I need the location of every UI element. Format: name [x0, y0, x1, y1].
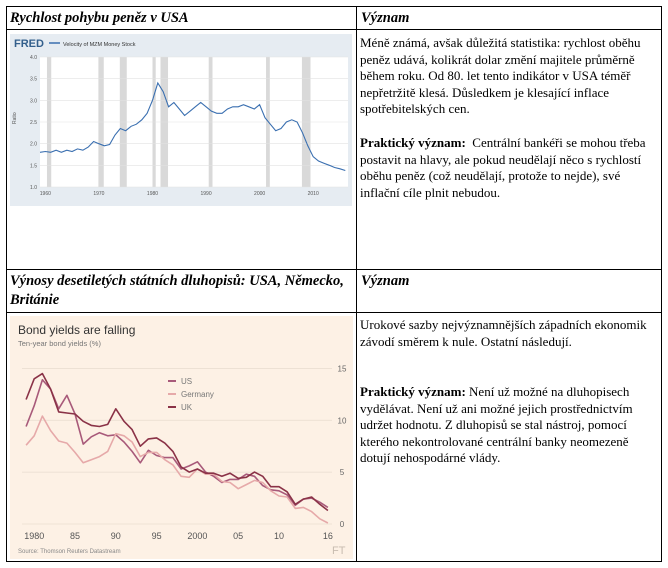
- fred-x-tick-label: 2000: [254, 191, 266, 197]
- row-divider: [7, 269, 661, 270]
- ft-chart-title: Bond yields are falling: [18, 323, 136, 337]
- ft-x-tick-label: 16: [322, 531, 333, 541]
- ft-y-tick-label: 5: [339, 468, 345, 478]
- table: [6, 6, 662, 562]
- fred-chart-svg: [10, 34, 352, 206]
- row-divider: [7, 312, 661, 313]
- fred-legend-label: Velocity of MZM Money Stock: [63, 42, 136, 48]
- fred-chart: [10, 34, 352, 211]
- velocity-practical-label: Praktický význam:: [360, 135, 466, 150]
- fred-y-tick-label: 4.0: [30, 55, 37, 61]
- velocity-practical: [360, 135, 658, 201]
- ft-chart: [10, 316, 353, 564]
- fred-y-tick-label: 1.5: [30, 163, 37, 170]
- header-velocity: Rychlost pohybu peněz v USA: [10, 10, 189, 26]
- bonds-description: Urokové sazby nejvýznamnějších západních ekonomik závodí směrem k nule. Ostatní následují.: [360, 317, 647, 349]
- ft-x-tick-label: 10: [273, 531, 284, 541]
- ft-chart-svg: [10, 316, 353, 559]
- ft-x-tick-label: 90: [110, 531, 121, 541]
- fred-x-tick-label: 1960: [39, 191, 51, 197]
- fred-y-tick-label: 2.0: [30, 141, 37, 148]
- legend-label-uk: UK: [181, 403, 193, 412]
- ft-x-tick-label: 2000: [187, 531, 208, 541]
- ft-x-tick-label: 85: [70, 531, 81, 541]
- fred-x-tick-label: 1990: [200, 191, 212, 197]
- ft-y-tick-label: 10: [337, 416, 347, 426]
- column-divider: [356, 7, 357, 561]
- ft-chart-source: Source: Thomson Reuters Datastream: [18, 549, 121, 555]
- fred-y-tick-label: 2.5: [30, 120, 37, 126]
- header-bond-yields: Výnosy desetiletých státních dluhopisů: USA, Německo, Británie: [10, 273, 344, 308]
- fred-x-tick-label: 1980: [146, 191, 159, 197]
- header-meaning-2: Význam: [361, 273, 410, 289]
- fred-y-axis-label: Ratio: [12, 112, 18, 124]
- ft-y-tick-label: 15: [337, 364, 347, 374]
- fred-y-tick-label: 3.5: [30, 76, 37, 83]
- ft-y-tick-label: 0: [339, 520, 345, 529]
- ft-logo: FT: [332, 545, 346, 557]
- ft-x-tick-label: 1980: [24, 531, 45, 541]
- legend-label-us: US: [181, 377, 193, 386]
- velocity-practical-text: Centrální bankéři se mohou třeba postavit na hlavy, ale pokud neudělají něco s rychlostí oběhu peněz (což neudělají, protože to nejde), své inflační cíle plnit nebudou.: [360, 135, 646, 200]
- row-divider: [7, 29, 661, 30]
- velocity-description: Méně známá, avšak důležitá statistika: rychlost oběhu peněz udává, kolikrát dolar změní majitele průměrně během roku. Od 80. let tento indikátor v USA téměř nepřetržitě klesá. Důsledkem je klesající inflace spotřebitelských cen.: [360, 35, 641, 116]
- bonds-practical-label: Praktický význam:: [360, 384, 466, 399]
- fred-logo: FRED: [14, 38, 44, 50]
- bonds-practical: [360, 384, 658, 467]
- bonds-practical-text: Není už možné na dluhopisech vydělávat. Není už ani možné jejich prostřednictvím udržet hodnotu. Z dluhopisů se stal nástroj, pomocí kterého nekontrolované centrální banky neomezeně dotují nehospodárné vlády.: [360, 384, 633, 465]
- ft-x-tick-label: 05: [233, 531, 244, 541]
- fred-y-tick-label: 3.0: [30, 98, 37, 105]
- fred-y-tick-label: 1.0: [30, 185, 37, 191]
- legend-label-germany: Germany: [181, 390, 214, 399]
- ft-chart-background: [10, 316, 353, 559]
- fred-x-tick-label: 2010: [307, 191, 319, 197]
- ft-x-tick-label: 95: [151, 531, 162, 541]
- header-meaning-1: Význam: [361, 10, 410, 26]
- fred-x-tick-label: 1970: [93, 191, 105, 197]
- ft-chart-subtitle: Ten-year bond yields (%): [18, 339, 101, 348]
